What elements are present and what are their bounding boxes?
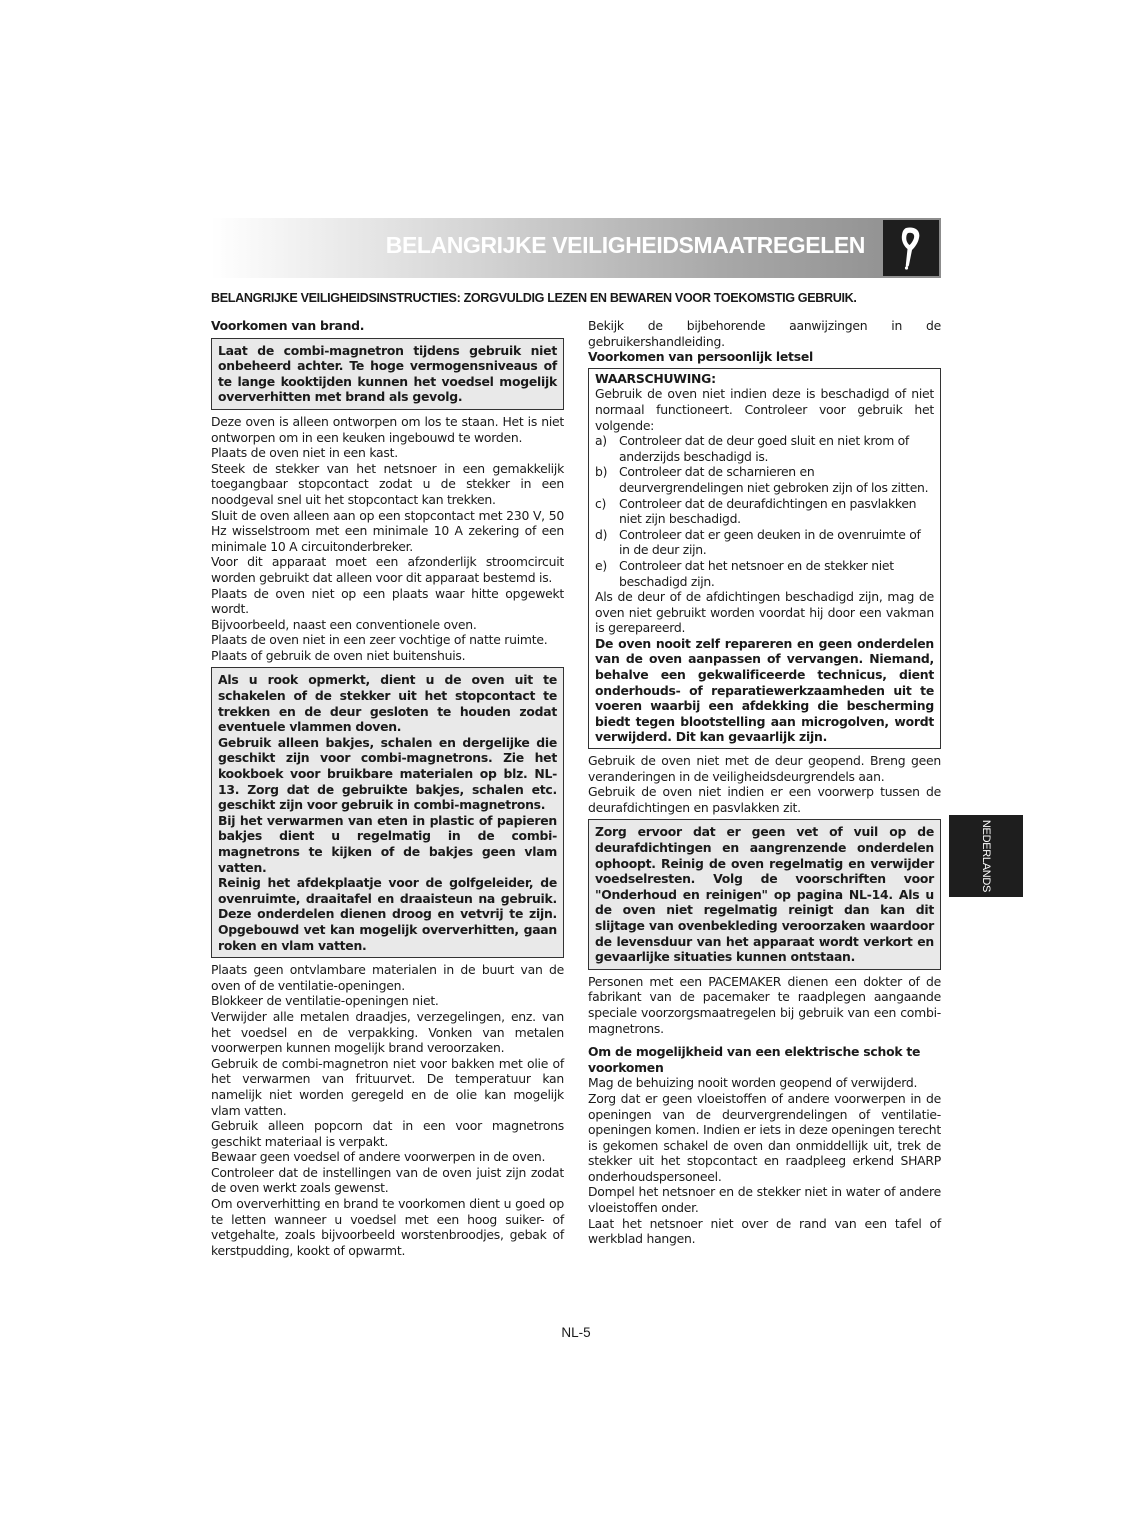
left-column [211, 318, 564, 1258]
list-item-label: e) [595, 557, 607, 573]
paragraph: Sluit de oven alleen aan op een stopcontact met 230 V, 50 Hz wisselstroom met een minimale 10 A zekering of een minimale 10 A circuitonderbreker. [211, 507, 564, 554]
paragraph: Bijvoorbeeld, naast een conventionele oven. [211, 616, 477, 632]
paragraph: Plaats de oven niet in een zeer vochtige of natte ruimte. [211, 632, 548, 648]
warning-box [588, 368, 941, 749]
page-number: NL-5 [561, 1325, 591, 1340]
heading-fire-prevention: Voorkomen van brand. [211, 318, 365, 333]
list-item-label: a) [595, 433, 607, 449]
paragraph: Gebruik de oven niet indien er een voorwerp tussen de deurafdichtingen en pasvlakken zit. [588, 784, 941, 815]
section-header-bar [211, 218, 941, 278]
paragraph: Om oververhitting en brand te voorkomen dient u goed op te letten wanneer u voedsel met een hoog suiker- of vetgehalte, zoals bijvoorbeeld worstenbroodjes, gebak of kerstpudding, kookt of opwarmt. [211, 1196, 564, 1258]
list-item-label: c) [595, 495, 607, 511]
warning-after: Als de deur of de afdichtingen beschadigd zijn, mag de oven niet gebruikt worden voordat hij door een vakman is gerepareerd. [595, 589, 934, 636]
list-item [595, 496, 934, 527]
list-item-text: Controleer dat er geen deuken in de ovenruimte of in de deur zijn. [619, 526, 921, 558]
check-list [595, 433, 934, 589]
paragraph: Deze oven is alleen ontworpen om los te staan. Het is niet ontworpen om in een keuken ingebouwd te worden. [211, 413, 564, 445]
paragraph: Plaats of gebruik de oven niet buitenshuis. [211, 647, 466, 663]
box-paragraph: Gebruik alleen bakjes, schalen en dergelijke die geschikt zijn voor combi-magnetrons. Zie het kookboek voor bruikbare materialen op blz. NL-13. Zorg dat de gebruikte bakjes, schalen etc. geschikt zijn voor gebruik in combi-magnetrons. [218, 734, 557, 813]
paragraph: Gebruik alleen popcorn dat in een voor magnetrons geschikt materiaal is verpakt. [211, 1118, 564, 1149]
warning-intro: Gebruik de oven niet indien deze is beschadigd of niet normaal functioneert. Controleer voor gebruik het volgende: [595, 386, 934, 433]
smoke-warning-box [211, 667, 564, 958]
heading-electric-shock: Om de mogelijkheid van een elektrische schok te voorkomen [588, 1044, 921, 1075]
box-paragraph: Bij het verwarmen van eten in plastic of papieren bakjes dient u regelmatig in de combi-magnetrons te kijken of de bakjes geen vlam vatten. [218, 812, 557, 875]
fire-warning-text: Laat de combi-magnetron tijdens gebruik niet onbeheerd achter. Te hoge vermogensniveaus of te lange kooktijden kunnen het voedsel mogelijk oververhitten met brand als gevolg. [218, 342, 557, 405]
paragraph: Voor dit apparaat moet een afzonderlijk stroomcircuit worden gebruikt dat alleen voor dit apparaat bestemd is. [211, 554, 564, 585]
box-paragraph: Reinig het afdekplaatje voor de golfgeleider, de ovenruimte, draaitafel en draaisteun na gebruik. Deze onderdelen dienen droog en vetvrij te zijn. Opgebouwd vet kan mogelijk oververhitten, gaan roken en vlam vatten. [218, 875, 557, 953]
paragraph: Bekijk de bijbehorende aanwijzingen in de gebruikershandleiding. [588, 318, 941, 349]
paragraph: Controleer dat de instellingen van de oven juist zijn zodat de oven werkt zoals gewenst. [211, 1164, 564, 1196]
fire-warning-box [211, 338, 564, 410]
paragraph: Bewaar geen voedsel of andere voorwerpen in de oven. [211, 1149, 546, 1165]
list-item [595, 558, 934, 589]
cleaning-warning-box [588, 819, 941, 969]
language-tab [949, 815, 1023, 897]
heading-injury-prevention: Voorkomen van persoonlijk letsel [588, 349, 813, 365]
warning-exclamation-icon [883, 220, 939, 276]
paragraph: Plaats de oven niet in een kast. [211, 445, 398, 461]
list-item-text: Controleer dat de scharnieren en deurvergrendelingen niet gebroken zijn of los zitten. [619, 464, 929, 495]
instructions-subtitle: BELANGRIJKE VEILIGHEIDSINSTRUCTIES: ZORGVULDIG LEZEN EN BEWAREN VOOR TOEKOMSTIG GEBRUIK. [211, 291, 857, 305]
paragraph: Mag de behuizing nooit worden geopend of verwijderd. [588, 1075, 918, 1091]
list-item-label: d) [595, 526, 608, 542]
list-item [595, 464, 934, 495]
list-item [595, 527, 934, 558]
list-item-text: Controleer dat de deurafdichtingen en pasvlakken niet zijn beschadigd. [619, 495, 917, 527]
paragraph: Personen met een PACEMAKER dienen een dokter of de fabrikant van de pacemaker te raadplegen aangaande speciale voorzorgsmaatregelen bij gebruik van een combi-magnetrons. [588, 973, 941, 1036]
paragraph: Verwijder alle metalen draadjes, verzegelingen, enz. van het voedsel en de verpakking. Vonken van metalen voorwerpen kunnen mogelijk brand veroorzaken. [211, 1008, 564, 1056]
list-item-text: Controleer dat het netsnoer en de stekker niet beschadigd zijn. [619, 557, 894, 589]
paragraph: Steek de stekker van het netsnoer in een gemakkelijk toegangbaar stopcontact zodat u de stekker in een noodgeval snel uit het stopcontact kan trekken. [211, 460, 564, 507]
paragraph: Gebruik de combi-magnetron niet voor bakken met olie of het verwarmen van frituurvet. De temperatuur kan namelijk niet worden geregeld en de olie kan mogelijk vlam vatten. [211, 1055, 564, 1118]
warning-bold: De oven nooit zelf repareren en geen onderdelen van de oven aanpassen of vervangen. Niemand, behalve een gekwalificeerde technicus, dient onderhouds- of reparatiewerkzaamheden uit te voeren waarbij een afdekking die bescherming biedt tegen blootstelling aan microgolven, wordt verwijderd. Dit kan gevaarlijk zijn. [595, 635, 934, 745]
right-column [588, 318, 941, 1247]
paragraph: Gebruik de oven niet met de deur geopend. Breng geen veranderingen in de veiligheidsdeurgrendels aan. [588, 753, 941, 784]
paragraph: Plaats de oven niet op een plaats waar hitte opgewekt wordt. [211, 585, 564, 617]
list-item-label: b) [595, 464, 608, 480]
cleaning-warning-text: Zorg ervoor dat er geen vet of vuil op de deurafdichtingen en aangrenzende onderdelen ophoopt. Reinig de oven regelmatig en verwijder voedselresten. Volg de voorschriften voor "Onderhoud en reinigen" op pagina NL-14. Als u de oven niet regelmatig reinigt dan kan dit slijtage van ovenbekleding veroorzaken waardoor de levensduur van het apparaat wordt verkort en gevaarlijke situaties kunnen ontstaan. [595, 824, 934, 965]
language-tab-label: NEDERLANDS [980, 819, 992, 893]
section-title: BELANGRIJKE VEILIGHEIDSMAATREGELEN [385, 232, 865, 258]
list-item-text: Controleer dat de deur goed sluit en niet krom of anderzijds beschadigd is. [619, 433, 909, 464]
paragraph: Blokkeer de ventilatie-openingen niet. [211, 993, 439, 1009]
box-paragraph: Als u rook opmerkt, dient u de oven uit te schakelen of de stekker uit het stopcontact te trekken en de deur gesloten te houden zodat eventuele vlammen doven. [218, 672, 557, 735]
paragraph: Zorg dat er geen vloeistoffen of andere voorwerpen in de openingen van de deurvergrendelingen of ventilatie-openingen komen. Indien er iets in deze openingen terecht is gekomen schakel de oven dan onmiddellijk uit, trek de stekker uit het stopcontact en raadpleeg erkend SHARP onderhoudspersoneel. [588, 1090, 941, 1184]
warning-title: WAARSCHUWING: [595, 370, 716, 386]
paragraph: Laat het netsnoer niet over de rand van een tafel of werkblad hangen. [588, 1215, 941, 1247]
paragraph: Dompel het netsnoer en de stekker niet in water of andere vloeistoffen onder. [588, 1184, 941, 1216]
paragraph: Plaats geen ontvlambare materialen in de buurt van de oven of de ventilatie-openingen. [211, 962, 564, 993]
list-item [595, 433, 934, 464]
